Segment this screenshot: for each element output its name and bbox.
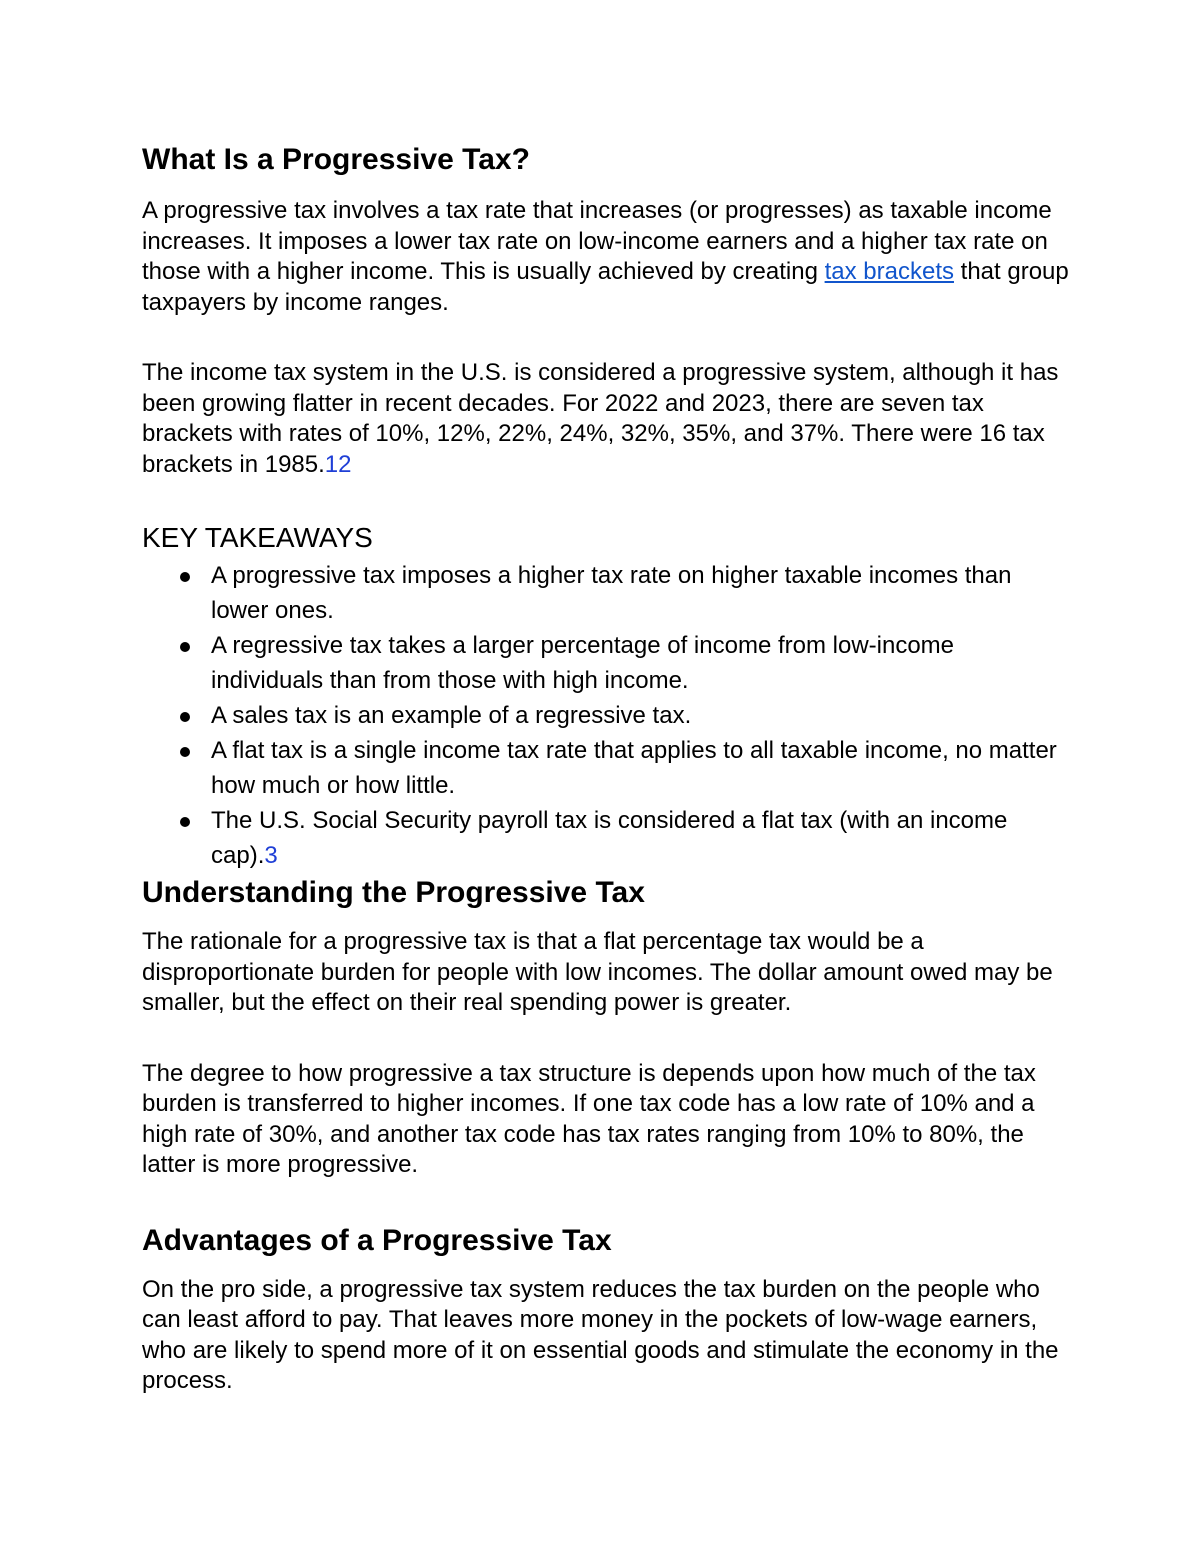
tax-brackets-link[interactable]: tax brackets [824,258,954,285]
heading-advantages-progressive-tax: Advantages of a Progressive Tax [142,1223,612,1257]
paragraph-definition [142,196,1072,318]
heading-what-is-progressive-tax: What Is a Progressive Tax? [142,143,530,176]
key-takeaway-text: The U.S. Social Security payroll tax is considered a flat tax (with an income cap). [211,807,1008,869]
bullet-icon [180,712,190,722]
paragraph-rationale: The rationale for a progressive tax is that a flat percentage tax would be a disproportionate burden for people with low incomes. The dollar amount owed may be smaller, but the effect on their real spending power is greater. [142,928,1053,1016]
key-takeaway-item [142,803,1072,873]
document-content [142,140,1072,1397]
key-takeaway-text: A flat tax is a single income tax rate that applies to all taxable income, no matter how much or how little. [211,737,1057,799]
key-takeaway-text: A sales tax is an example of a regressive tax. [211,702,692,729]
reference-marker[interactable]: 12 [324,450,352,478]
key-takeaway-item [142,628,1072,698]
reference-marker[interactable]: 3 [264,842,278,869]
bullet-icon [180,747,190,757]
paragraph-us-income-tax [142,358,1072,480]
key-takeaways-list [142,558,1072,873]
paragraph-us-income-tax-text: The income tax system in the U.S. is considered a progressive system, although it has been growing flatter in recent decades. For 2022 and 2023, there are seven tax brackets with rates of 10%, 12%, 22%, 24%, 32%, 35%, and 37%. There were 16 tax brackets in 1985. [142,359,1059,478]
bullet-icon [180,572,190,582]
key-takeaways-heading: KEY TAKEAWAYS [142,522,373,553]
key-takeaway-item [142,558,1072,628]
bullet-icon [180,817,190,827]
key-takeaway-item [142,733,1072,803]
key-takeaway-text: A regressive tax takes a larger percentage of income from low-income individuals than from those with high income. [211,632,955,694]
paragraph-degree: The degree to how progressive a tax structure is depends upon how much of the tax burden is transferred to higher incomes. If one tax code has a low rate of 10% and a high rate of 30%, and another tax code has tax rates ranging from 10% to 80%, the latter is more progressive. [142,1059,1036,1178]
key-takeaway-item [142,698,1072,733]
paragraph-definition-text-end: that group taxpayers by income ranges. [142,258,1069,316]
key-takeaway-text: A progressive tax imposes a higher tax rate on higher taxable incomes than lower ones. [211,562,1012,624]
paragraph-pro-side: On the pro side, a progressive tax system reduces the tax burden on the people who can least afford to pay. That leaves more money in the pockets of low-wage earners, who are likely to spend more of it on essential goods and stimulate the economy in the process. [142,1275,1059,1394]
bullet-icon [180,642,190,652]
heading-understanding-progressive-tax: Understanding the Progressive Tax [142,876,645,909]
paragraph-definition-text-start: A progressive tax involves a tax rate that increases (or progresses) as taxable income increases. It imposes a lower tax rate on low-income earners and a higher tax rate on those with a higher income. This is usually achieved by creating [142,197,1052,285]
